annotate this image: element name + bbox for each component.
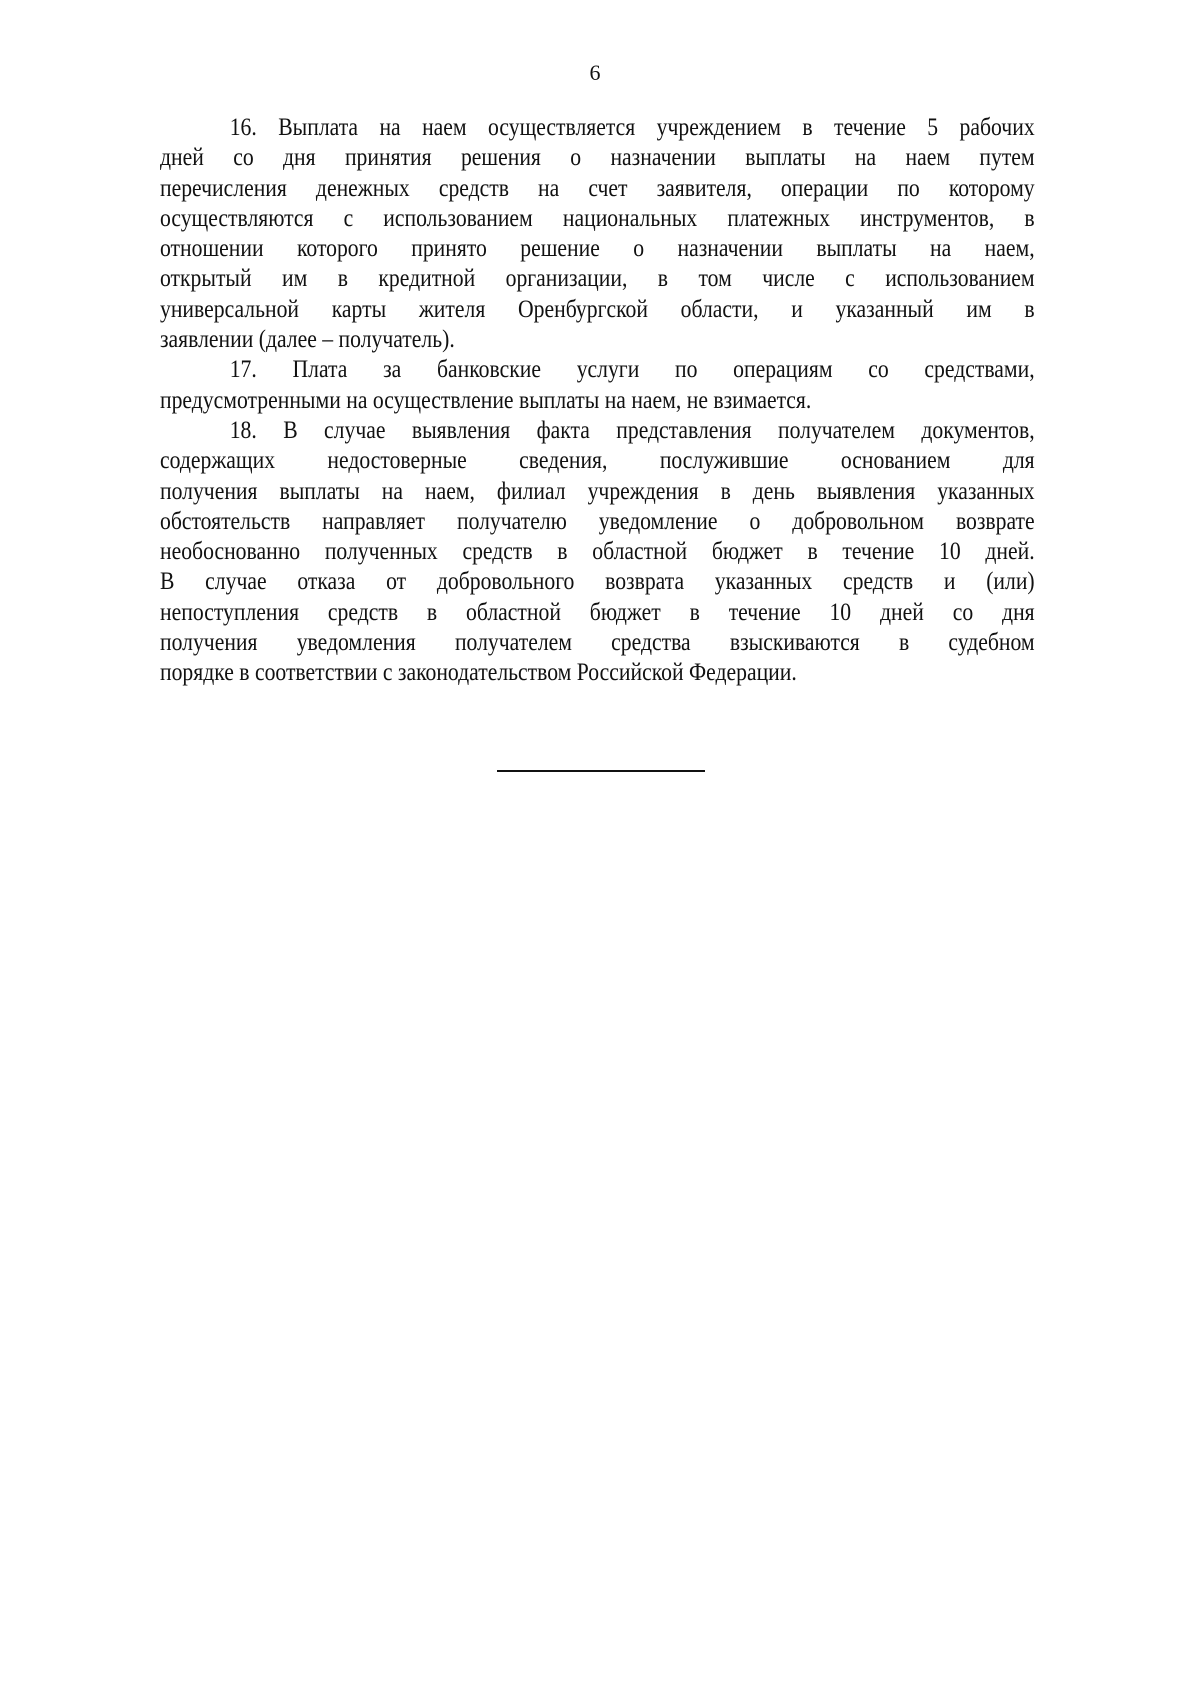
text-line: универсальной карты жителя Оренбургской области, и указанный им в (160, 293, 1035, 323)
text-line: осуществляются с использованием национальных платежных инструментов, в (160, 202, 1035, 232)
text-line: заявлении (далее – получатель). (160, 324, 455, 354)
paragraph-17 (160, 354, 1035, 415)
text-line: 16. Выплата на наем осуществляется учреждением в течение 5 рабочих (229, 112, 1035, 141)
text-line: предусмотренными на осуществление выплаты на наем, не взимается. (160, 384, 812, 414)
text-line: 17. Плата за банковские услуги по операциям со средствами, (229, 354, 1035, 384)
text-line: открытый им в кредитной организации, в том числе с использованием (160, 263, 1035, 293)
text-line: содержащих недостоверные сведения, послужившие основанием для (160, 445, 1035, 475)
text-line: 18. В случае выявления факта представления получателем документов, (229, 414, 1035, 444)
paragraph-16 (160, 112, 1035, 354)
text-line: обстоятельств направляет получателю уведомление о добровольном возврате (160, 505, 1035, 535)
page-number: 6 (589, 60, 601, 85)
text-line: порядке в соответствии с законодательством Российской Федерации. (160, 657, 797, 687)
text-line: непоступления средств в областной бюджет в течение 10 дней со дня (160, 596, 1035, 626)
text-line: В случае отказа от добровольного возврата указанных средств и (или) (160, 566, 1035, 596)
text-line: получения уведомления получателем средства взыскиваются в судебном (160, 627, 1035, 657)
text-line: отношении которого принято решение о назначении выплаты на наем, (160, 233, 1035, 263)
end-separator-line (497, 770, 705, 772)
text-line: перечисления денежных средств на счет заявителя, операции по которому (160, 172, 1035, 202)
text-line: дней со дня принятия решения о назначении выплаты на наем путем (160, 142, 1035, 172)
text-line: получения выплаты на наем, филиал учреждения в день выявления указанных (160, 475, 1035, 505)
document-body (160, 112, 1035, 688)
text-line: необоснованно полученных средств в областной бюджет в течение 10 дней. (160, 536, 1035, 566)
paragraph-18 (160, 415, 1035, 688)
